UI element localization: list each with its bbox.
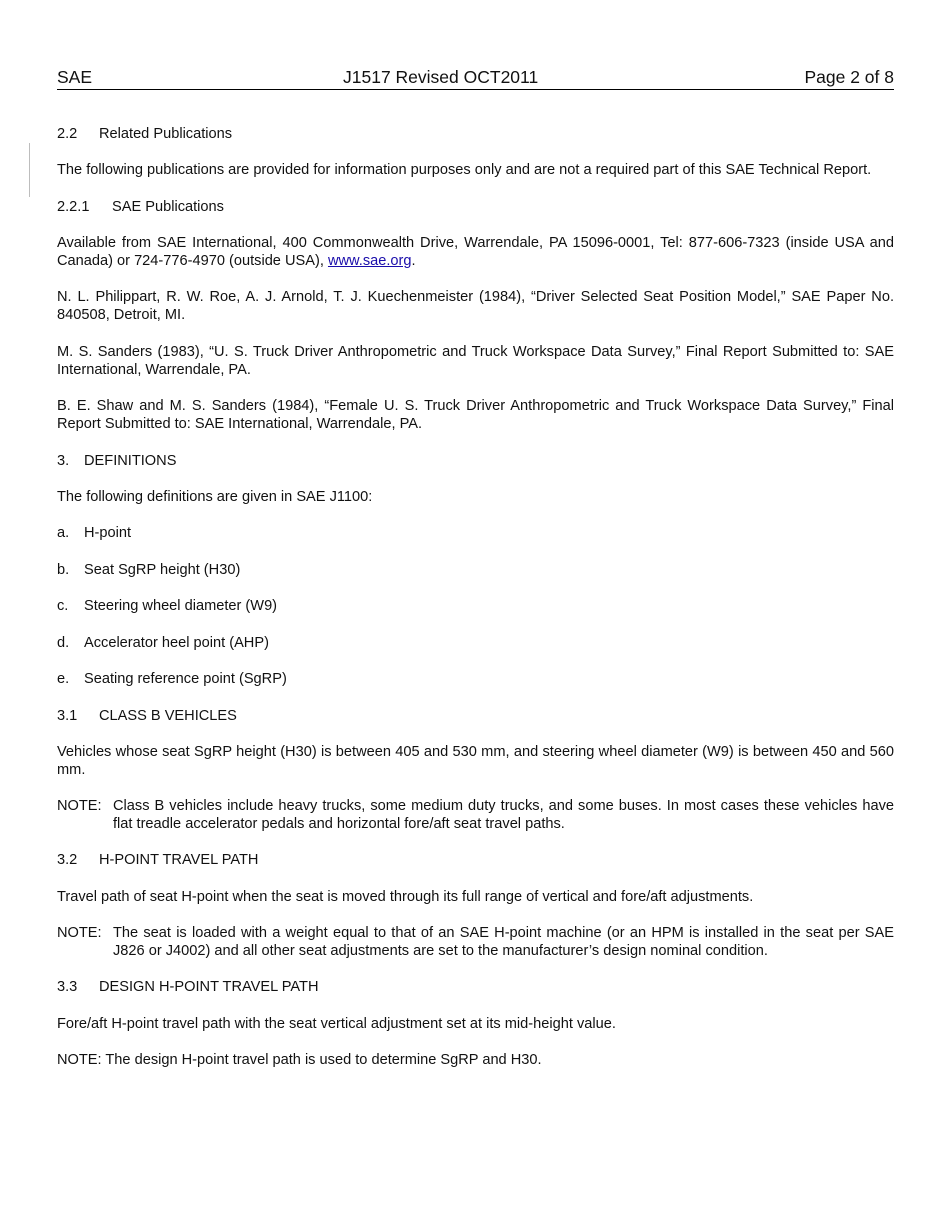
document-body [57, 125, 894, 1069]
note-text: Class B vehicles include heavy trucks, some medium duty trucks, and some buses. In most cases these vehicles have flat treadle accelerator pedals and horizontal fore/aft seat travel paths. [113, 798, 894, 832]
reference-item: N. L. Philippart, R. W. Roe, A. J. Arnold, T. J. Kuechenmeister (1984), “Driver Selected Seat Position Model,” SAE Paper No. 840508, Detroit, MI. [57, 289, 894, 323]
section-heading-3: 3. DEFINITIONS [57, 453, 177, 469]
section-heading-2-2: 2.2 Related Publications [57, 126, 233, 142]
section-3-2-note [57, 924, 894, 960]
section-3-3-body: Fore/aft H-point travel path with the seat vertical adjustment set at its mid-height value. [57, 1016, 616, 1032]
section-heading-3-2: 3.2 H-POINT TRAVEL PATH [57, 852, 259, 868]
section-3-1-note [57, 797, 894, 833]
note-text: The seat is loaded with a weight equal to that of an SAE H-point machine (or an HPM is installed in the seat per SAE J826 or J4002) and all other seat adjustments are set to the manufacturer’s design nominal condition. [113, 925, 894, 959]
section-3-2-body: Travel path of seat H-point when the seat is moved through its full range of vertical and fore/aft adjustments. [57, 889, 754, 905]
change-bar [29, 143, 30, 197]
reference-item: M. S. Sanders (1983), “U. S. Truck Driver Anthropometric and Truck Workspace Data Survey,” Final Report Submitted to: SAE International, Warrendale, PA. [57, 344, 894, 378]
header-org: SAE [57, 67, 93, 87]
header-page-number: Page 2 of 8 [804, 67, 894, 87]
section-heading-3-3: 3.3 DESIGN H-POINT TRAVEL PATH [57, 979, 319, 995]
definition-list-item: d. Accelerator heel point (AHP) [57, 635, 269, 651]
note-label: NOTE: [57, 798, 102, 814]
section-3-3-note: NOTE: The design H-point travel path is used to determine SgRP and H30. [57, 1052, 542, 1068]
definitions-intro: The following definitions are given in SAE J1100: [57, 489, 373, 505]
definition-list-item: a. H-point [57, 525, 132, 541]
section-2-2-intro: The following publications are provided for information purposes only and are not a required part of this SAE Technical Report. [57, 162, 872, 178]
section-heading-2-2-1: 2.2.1 SAE Publications [57, 199, 224, 215]
sae-availability-paragraph: Available from SAE International, 400 Commonwealth Drive, Warrendale, PA 15096-0001, Tel: 877-606-7323 (inside USA and Canada) or 724-776-4970 (outside USA), www.sae.org. [57, 235, 894, 269]
header-doc-id: J1517 Revised OCT2011 [343, 67, 539, 87]
sae-website-link[interactable]: www.sae.org [327, 253, 412, 269]
definition-list-item: e. Seating reference point (SgRP) [57, 671, 287, 687]
note-label: NOTE: [57, 925, 102, 941]
page-header [57, 67, 894, 90]
section-3-1-body: Vehicles whose seat SgRP height (H30) is between 405 and 530 mm, and steering wheel diameter (W9) is between 450 and 560 mm. [57, 744, 894, 778]
section-heading-3-1: 3.1 CLASS B VEHICLES [57, 708, 237, 724]
definition-list-item: c. Steering wheel diameter (W9) [57, 598, 278, 614]
definition-list-item: b. Seat SgRP height (H30) [57, 562, 241, 578]
reference-item: B. E. Shaw and M. S. Sanders (1984), “Female U. S. Truck Driver Anthropometric and Truck Workspace Data Survey,” Final Report Submitted to: SAE International, Warrendale, PA. [57, 398, 894, 432]
